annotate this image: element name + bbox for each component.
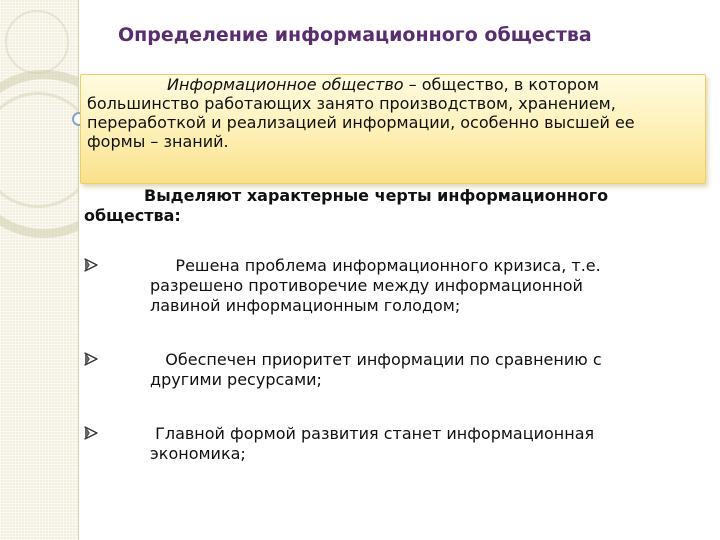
- definition-line: большинство работающих занято производством, хранением,: [87, 94, 616, 113]
- bullet-text: [150, 424, 710, 464]
- definition-text: [87, 75, 699, 151]
- definition-box: [80, 74, 706, 184]
- arrowhead-bullet-icon: [84, 426, 98, 440]
- bullet-line: экономика;: [150, 444, 246, 463]
- features-intro: [84, 186, 684, 226]
- definition-line: переработкой и реализацией информации, особенно высшей ее: [87, 113, 635, 132]
- panel-divider: [78, 0, 79, 540]
- arrowhead-bullet-icon: [84, 352, 98, 366]
- decorative-ring: [0, 92, 78, 208]
- intro-line: Выделяют характерные черты информационного: [144, 186, 609, 205]
- bullet-text: [150, 256, 710, 316]
- definition-line: [87, 75, 699, 94]
- bullet-line: Обеспечен приоритет информации по сравнению с: [150, 350, 602, 369]
- bullet-text: [150, 350, 710, 390]
- bullet-line: Решена проблема информационного кризиса, т.е.: [150, 256, 601, 275]
- definition-line: формы – знаний.: [87, 132, 229, 151]
- slide-title: Определение информационного общества: [118, 24, 592, 46]
- bullet-line: лавиной информационным голодом;: [150, 296, 461, 315]
- bullet-line: другими ресурсами;: [150, 370, 322, 389]
- intro-line: общества:: [84, 206, 181, 225]
- definition-line-rest: – общество, в котором: [403, 75, 599, 94]
- definition-term: Информационное общество: [167, 75, 404, 94]
- arrowhead-bullet-icon: [84, 258, 98, 272]
- decorative-side-panel: [0, 0, 78, 540]
- bullet-line: Главной формой развития станет информационная: [150, 424, 595, 443]
- decorative-ring: [5, 10, 69, 74]
- bullet-line: разрешено противоречие между информационной: [150, 276, 583, 295]
